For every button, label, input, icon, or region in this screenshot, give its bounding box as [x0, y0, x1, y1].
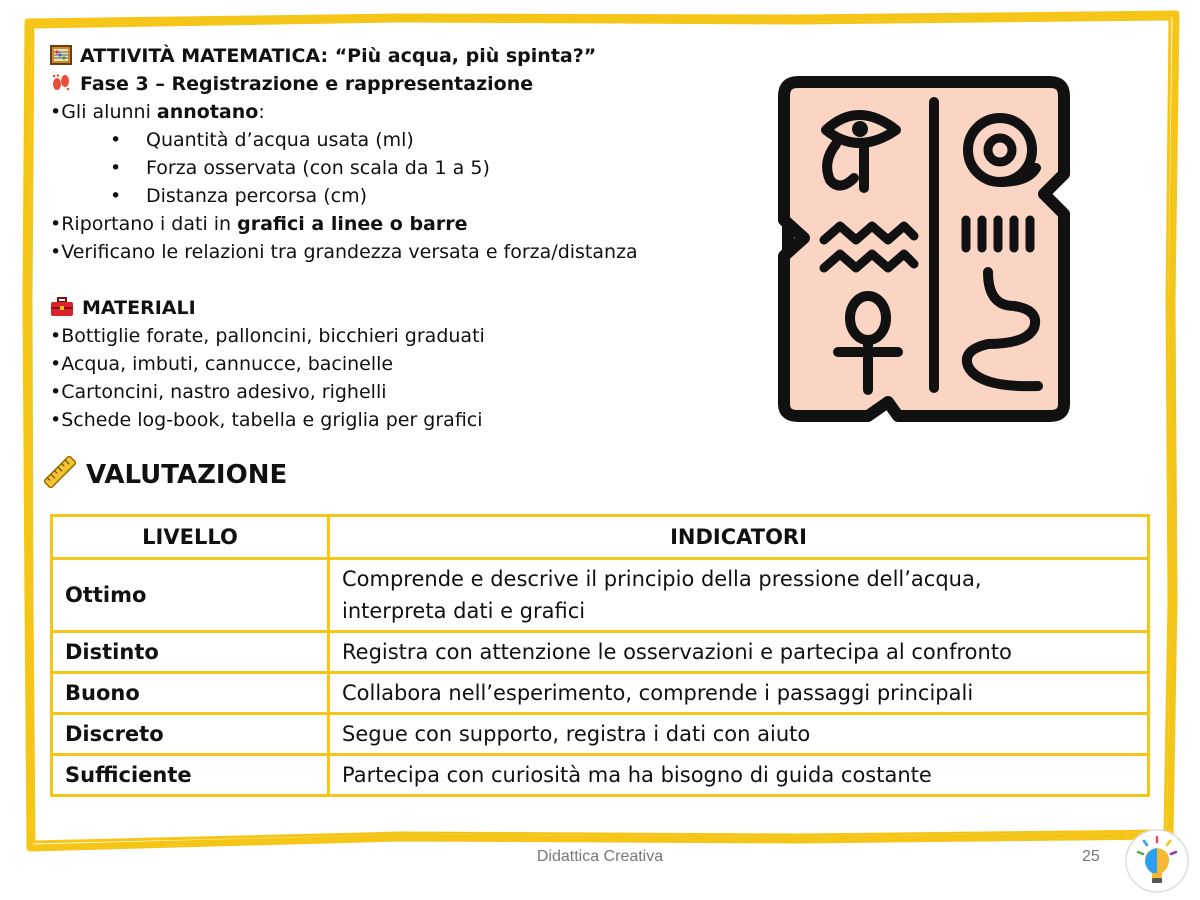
- table-header-row: [52, 516, 1149, 559]
- table-row: [52, 714, 1149, 755]
- lightbulb-logo-icon: [1124, 828, 1190, 894]
- material-item: •Acqua, imbuti, cannucce, bacinelle: [50, 353, 394, 375]
- sub-item-text: Quantità d’acqua usata (ml): [146, 129, 414, 151]
- sub-item: [50, 154, 690, 182]
- spacer: [50, 266, 690, 294]
- annotate-suffix: :: [258, 101, 265, 123]
- annotate-line: [50, 98, 690, 126]
- materials-title: MATERIALI: [82, 297, 196, 319]
- indicator-cell: Registra con attenzione le osservazioni e partecipa al confronto: [329, 632, 1149, 673]
- level-cell: Distinto: [52, 632, 329, 673]
- phase-line: [50, 70, 690, 98]
- toolbox-icon: [50, 297, 74, 317]
- indicator-cell: Partecipa con curiosità ma ha bisogno di guida costante: [329, 755, 1149, 796]
- sub-item: [50, 182, 690, 210]
- indicator-line: interpreta dati e grafici: [342, 599, 586, 623]
- sub-item-text: Distanza percorsa (cm): [146, 185, 367, 207]
- activity-section: [50, 42, 690, 434]
- material-item: •Bottiglie forate, palloncini, bicchieri graduati: [50, 325, 485, 347]
- level-cell: Discreto: [52, 714, 329, 755]
- footprints-icon: [50, 73, 72, 93]
- level-cell: Ottimo: [52, 559, 329, 632]
- activity-title: ATTIVITÀ MATEMATICA: “Più acqua, più spinta?”: [80, 45, 597, 67]
- indicator-line: Comprende e descrive il principio della pressione dell’acqua,: [342, 567, 982, 591]
- page-number: 25: [1082, 848, 1100, 865]
- hieroglyph-scroll-icon: [738, 70, 1078, 430]
- activity-title-line: [50, 42, 690, 70]
- material-item: •Cartoncini, nastro adesivo, righelli: [50, 381, 387, 403]
- verify-line: •Verificano le relazioni tra grandezza versata e forza/distanza: [50, 241, 638, 263]
- annotate-prefix: •Gli alunni: [50, 101, 157, 123]
- ruler-icon: [44, 456, 76, 488]
- abacus-icon: [50, 45, 72, 65]
- sub-bullet: •: [110, 129, 122, 151]
- sub-bullet: •: [110, 185, 122, 207]
- report-bold: grafici a linee o barre: [237, 213, 468, 235]
- annotate-bold: annotano: [156, 101, 259, 123]
- indicator-cell: Collabora nell’esperimento, comprende i passaggi principali: [329, 673, 1149, 714]
- level-cell: Sufficiente: [52, 755, 329, 796]
- table-row: [52, 755, 1149, 796]
- evaluation-title: VALUTAZIONE: [86, 460, 288, 490]
- header-level: LIVELLO: [52, 516, 329, 559]
- sub-item-text: Forza osservata (con scala da 1 a 5): [146, 157, 490, 179]
- header-indicators: INDICATORI: [329, 516, 1149, 559]
- evaluation-table: [50, 514, 1150, 797]
- indicator-cell: [329, 559, 1149, 632]
- materials-title-line: [50, 294, 690, 322]
- footer-brand: Didattica Creativa: [536, 848, 664, 865]
- table-row: [52, 632, 1149, 673]
- report-prefix: •Riportano i dati in: [50, 213, 238, 235]
- report-line: [50, 210, 690, 238]
- phase-title: Fase 3 – Registrazione e rappresentazione: [80, 73, 534, 95]
- indicator-cell: Segue con supporto, registra i dati con aiuto: [329, 714, 1149, 755]
- level-cell: Buono: [52, 673, 329, 714]
- evaluation-heading: [44, 456, 287, 492]
- table-row: [52, 559, 1149, 632]
- table-row: [52, 673, 1149, 714]
- sub-bullet: •: [110, 157, 122, 179]
- sub-item: [50, 126, 690, 154]
- material-item: •Schede log-book, tabella e griglia per grafici: [50, 409, 483, 431]
